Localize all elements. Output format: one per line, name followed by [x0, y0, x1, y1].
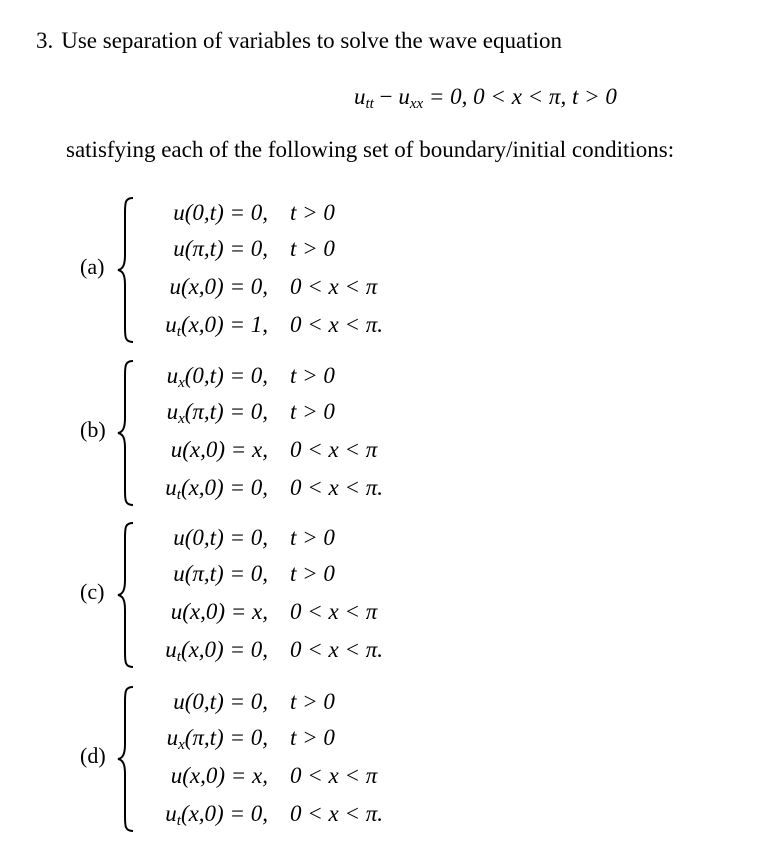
condition-domain: t > 0 — [290, 399, 335, 424]
condition-lhs — [118, 796, 268, 832]
condition-row — [70, 556, 490, 592]
condition-domain: t > 0 — [290, 689, 335, 714]
condition-domain: t > 0 — [290, 363, 335, 388]
condition-row — [70, 307, 490, 343]
condition-args: (x,0) = 0, — [180, 801, 268, 826]
case-label: (c) — [80, 579, 105, 604]
condition-row — [70, 231, 490, 267]
condition-domain: 0 < x < π — [290, 763, 378, 788]
problem-number: 3. — [36, 28, 54, 53]
condition-args: (0,t) = 0, — [184, 363, 268, 388]
condition-domain: 0 < x < π — [290, 274, 378, 299]
condition-func: u — [165, 637, 177, 662]
condition-sub: x — [178, 375, 185, 391]
condition-row — [70, 195, 490, 231]
condition-row — [70, 269, 490, 305]
condition-domain: t > 0 — [290, 525, 335, 550]
condition-row — [70, 394, 490, 430]
case-block — [70, 358, 490, 508]
condition-lhs: u(0,t) = 0, — [173, 689, 268, 714]
eq-rest: = 0, 0 < x < π, t > 0 — [423, 84, 617, 109]
condition-args: (π,t) = 0, — [184, 725, 268, 750]
eq-term-u: u — [354, 84, 366, 109]
condition-lhs — [118, 720, 268, 756]
condition-sub: t — [176, 813, 181, 829]
condition-lhs — [118, 358, 268, 394]
condition-lhs: u(π,t) = 0, — [173, 236, 268, 261]
condition-row — [70, 432, 490, 468]
condition-row — [70, 358, 490, 394]
condition-sub: t — [176, 487, 181, 503]
eq-sub-xx: xx — [409, 96, 424, 112]
condition-row — [70, 594, 490, 630]
condition-row — [70, 720, 490, 756]
case-label: (a) — [80, 254, 105, 279]
condition-lhs: u(x,0) = x, — [170, 763, 268, 788]
condition-domain: 0 < x < π — [290, 599, 378, 624]
condition-func: u — [165, 475, 177, 500]
condition-domain: 0 < x < π. — [290, 637, 384, 662]
condition-args: (x,0) = 0, — [180, 637, 268, 662]
condition-row — [70, 632, 490, 668]
condition-row — [70, 758, 490, 794]
condition-args: (x,0) = 0, — [180, 475, 268, 500]
intro-text: satisfying each of the following set of boundary/initial conditions: — [66, 137, 675, 162]
condition-args: (x,0) = 1, — [180, 312, 268, 337]
condition-sub: t — [176, 324, 181, 340]
condition-lhs: u(0,t) = 0, — [173, 525, 268, 550]
condition-lhs: u(π,t) = 0, — [173, 561, 268, 586]
condition-domain: 0 < x < π. — [290, 475, 384, 500]
condition-sub: x — [178, 411, 185, 427]
eq-sub-tt: tt — [365, 96, 374, 112]
eq-term-u2: u — [398, 84, 410, 109]
condition-lhs: u(0,t) = 0, — [173, 200, 268, 225]
condition-func: u — [166, 399, 179, 424]
condition-domain: 0 < x < π — [290, 437, 378, 462]
condition-lhs: u(x,0) = 0, — [169, 274, 268, 299]
case-label: (b) — [80, 417, 106, 442]
condition-domain: t > 0 — [290, 561, 335, 586]
condition-domain: 0 < x < π. — [290, 801, 384, 826]
condition-func: u — [166, 363, 179, 388]
condition-lhs — [118, 394, 268, 430]
wave-equation — [354, 82, 617, 112]
condition-func: u — [165, 312, 177, 337]
condition-domain: 0 < x < π. — [290, 312, 384, 337]
condition-func: u — [165, 801, 177, 826]
condition-row — [70, 684, 490, 720]
condition-func: u — [166, 725, 179, 750]
condition-lhs — [118, 632, 268, 668]
problem-statement: Use separation of variables to solve the wave equation — [61, 28, 562, 53]
case-label: (d) — [80, 743, 106, 768]
case-block — [70, 195, 490, 345]
condition-domain: t > 0 — [290, 200, 335, 225]
problem-heading — [36, 25, 562, 57]
condition-row — [70, 470, 490, 506]
condition-row — [70, 520, 490, 556]
case-block — [70, 684, 490, 834]
eq-minus: − — [373, 84, 399, 109]
condition-args: (π,t) = 0, — [184, 399, 268, 424]
condition-sub: t — [176, 649, 181, 665]
condition-lhs: u(x,0) = x, — [170, 437, 268, 462]
condition-lhs — [118, 470, 268, 506]
condition-domain: t > 0 — [290, 725, 335, 750]
condition-domain: t > 0 — [290, 236, 335, 261]
condition-lhs: u(x,0) = x, — [170, 599, 268, 624]
condition-lhs — [118, 307, 268, 343]
condition-sub: x — [178, 737, 185, 753]
condition-row — [70, 796, 490, 832]
case-block — [70, 520, 490, 670]
